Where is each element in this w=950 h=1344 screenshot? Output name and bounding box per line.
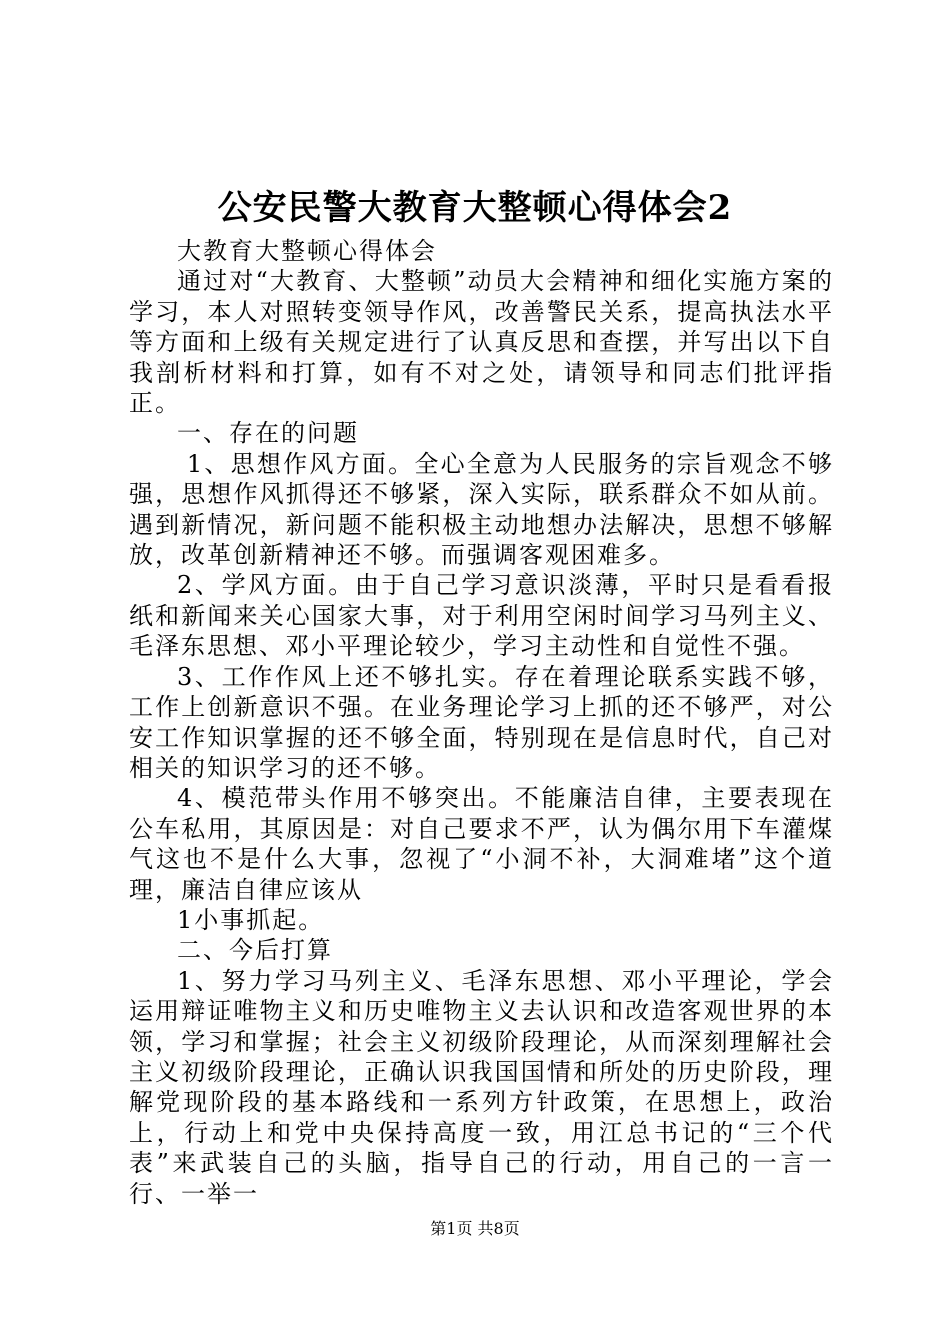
section-heading-plans: 二、今后打算: [177, 936, 333, 965]
paragraph-problem-3: 3、工作作风上还不够扎实。存在着理论联系实践不够，工作上创新意识不强。在业务理论学习上抓的还不够严，对公安工作知识掌握的还不够全面，特别现在是信息时代，自己对相关的知识学习的还不够。: [129, 662, 834, 782]
document-title: 公安民警大教育大整顿心得体会2: [217, 188, 733, 228]
paragraph-plan-1: 1、努力学习马列主义、毛泽东思想、邓小平理论，学会运用辩证唯物主义和历史唯物主义去认识和改造客观世界的本领，学习和掌握；社会主义初级阶段理论，从而深刻理解社会主义初级阶段理论，正确认识我国国情和所处的历史阶段，理解党现阶段的基本路线和一系列方针政策，在思想上，政治上，行动上和党中央保持高度一致，用江总书记的“三个代表”来武装自己的头脑，指导自己的行动，用自己的一言一行、一举一: [129, 966, 834, 1208]
page-footer: 第1页 共8页: [430, 1219, 520, 1238]
paragraph-problem-4-cont: 1小事抓起。: [177, 905, 325, 934]
paragraph-problem-2: 2、学风方面。由于自己学习意识淡薄，平时只是看看报纸和新闻来关心国家大事，对于利用空闲时间学习马列主义、毛泽东思想、邓小平理论较少，学习主动性和自觉性不强。: [129, 571, 834, 661]
paragraph-problem-1: 1、思想作风方面。全心全意为人民服务的宗旨观念不够强，思想作风抓得还不够紧，深入实际，联系群众不如从前。遇到新情况，新问题不能积极主动地想办法解决，思想不够解放，改革创新精神还不够。而强调客观困难多。: [129, 449, 834, 570]
section-heading-problems: 一、存在的问题: [177, 419, 359, 448]
document-body: [129, 236, 834, 1209]
paragraph-subtitle: 大教育大整顿心得体会: [177, 237, 437, 265]
paragraph-intro: 通过对“大教育、大整顿”动员大会精神和细化实施方案的学习，本人对照转变领导作风，改善警民关系，提高执法水平等方面和上级有关规定进行了认真反思和查摆，并写出以下自我剖析材料和打算，如有不对之处，请领导和同志们批评指正。: [129, 267, 834, 418]
paragraph-problem-4: 4、模范带头作用不够突出。不能廉洁自律，主要表现在公车私用，其原因是：对自己要求不严，认为偶尔用下车灌煤气这也不是什么大事，忽视了“小洞不补，大洞难堵”这个道理，廉洁自律应该从: [129, 784, 834, 904]
